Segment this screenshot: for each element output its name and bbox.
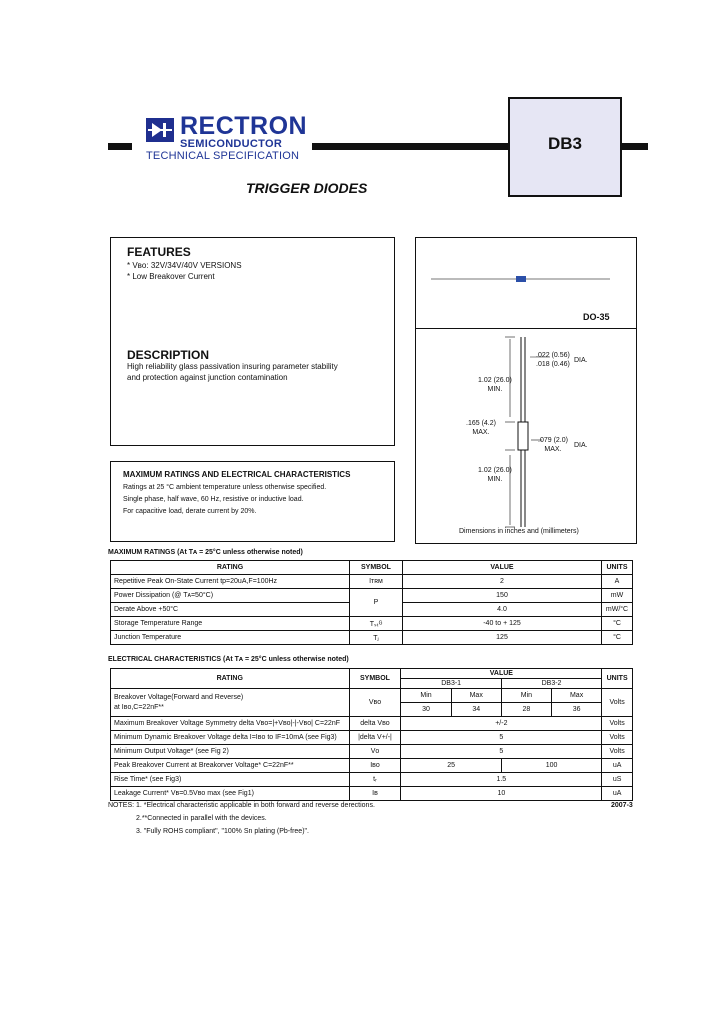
body-len-label (466, 419, 496, 437)
rating-cell: Peak Breakover Current at Breakorver Voltage* C=22nF** (111, 759, 350, 773)
value-cell: 150 (403, 589, 602, 603)
unit-cell: uS (602, 773, 633, 787)
value-cell: -40 to + 125 (403, 617, 602, 631)
col-symbol: SYMBOL (349, 669, 401, 689)
min-label: MIN. (487, 476, 503, 483)
table-row (111, 631, 633, 645)
body-dia-value: .079 (2.0) (538, 437, 568, 444)
ratings-heading: MAXIMUM RATINGS AND ELECTRICAL CHARACTERISTICS (123, 470, 351, 479)
lead-len-value: 1.02 (26.0) (478, 467, 512, 474)
value-cell: 100 (501, 759, 601, 773)
value-cell: 2 (403, 575, 602, 589)
min-label: MIN. (487, 386, 503, 393)
lead-dia-value: .022 (0.56) (536, 352, 570, 359)
table-row (111, 731, 633, 745)
max-label: MAX. (472, 429, 490, 436)
rating-cell: Storage Temperature Range (111, 617, 350, 631)
symbol-cell: Vʙᴏ (349, 689, 401, 717)
header-bar-right (622, 143, 648, 150)
value-cell: 5 (401, 745, 602, 759)
ratings-note: Ratings at 25 °C ambient temperature unless otherwise specified. (123, 484, 327, 491)
rating-cell: Rise Time* (see Fig3) (111, 773, 350, 787)
ratings-note: Single phase, half wave, 60 Hz, resistive or inductive load. (123, 496, 304, 503)
rating-cell: Minimum Dynamic Breakover Voltage delta I=Iʙᴏ to IF=10mA (see Fig3) (111, 731, 350, 745)
brand-name: RECTRON (180, 112, 308, 140)
col-units: UNITS (602, 561, 633, 575)
table-row (111, 617, 633, 631)
rating-cell (111, 689, 350, 717)
unit-cell: uA (602, 787, 633, 801)
table-row (111, 589, 633, 603)
unit-cell: Volts (602, 689, 633, 717)
max-ratings-table (110, 560, 633, 645)
value-cell: +/-2 (401, 717, 602, 731)
feature-item: * Low Breakover Current (127, 272, 215, 281)
description-heading: DESCRIPTION (127, 348, 210, 362)
dia-label: DIA. (574, 442, 588, 449)
part-number: DB3 (547, 134, 582, 153)
symbol-cell: Iᴛʀᴍ (350, 575, 403, 589)
unit-cell: uA (602, 759, 633, 773)
subhead-cell: Max (551, 689, 601, 703)
symbol-cell: P (350, 589, 403, 617)
subhead-cell: Max (451, 689, 501, 703)
rating-cell: Repetitive Peak On-State Current tp=20uA,F=100Hz (111, 575, 350, 589)
body-dia-label (538, 436, 568, 454)
ratings-note: For capacitive load, derate current by 20%. (123, 508, 257, 515)
value-cell: 28 (501, 703, 551, 717)
feature-item: * Vʙᴏ: 32V/34V/40V VERSIONS (127, 261, 242, 270)
features-heading: FEATURES (127, 245, 191, 259)
value-cell: 30 (401, 703, 451, 717)
unit-cell: Volts (602, 745, 633, 759)
symbol-cell: |delta V+/-| (349, 731, 401, 745)
elec-table (110, 668, 633, 801)
unit-cell: Volts (602, 717, 633, 731)
symbol-cell: Vᴏ (349, 745, 401, 759)
rectron-logo-icon (146, 118, 174, 142)
col-rating: RATING (111, 561, 350, 575)
description-text: High reliability glass passivation insuring parameter stability (127, 362, 338, 371)
group-db3-1: DB3-1 (401, 679, 501, 689)
rating-cell: Leakage Current* Vʙ=0.5Vʙᴏ max (see Fig1) (111, 787, 350, 801)
dia-label: DIA. (574, 357, 588, 364)
value-cell: 36 (551, 703, 601, 717)
col-value: VALUE (401, 669, 602, 679)
package-name: DO-35 (583, 312, 610, 322)
lead-dia-value2: .018 (0.46) (536, 361, 570, 368)
lead-len-value: 1.02 (26.0) (478, 377, 512, 384)
description-text: and protection against junction contamination (127, 373, 288, 382)
table-row (111, 717, 633, 731)
symbol-cell: Iʙ (349, 787, 401, 801)
unit-cell: °C (602, 617, 633, 631)
table-row (111, 759, 633, 773)
unit-cell: Volts (602, 731, 633, 745)
lead-dia-label (536, 351, 570, 369)
header-bar-left (108, 143, 132, 150)
max-label: MAX. (544, 446, 562, 453)
note-line: 2.**Connected in parallel with the devices. (136, 815, 267, 822)
note-line: NOTES: 1. *Electrical characteristic applicable in both forward and reverse derections. (108, 802, 375, 809)
value-cell: 10 (401, 787, 602, 801)
table-row (111, 575, 633, 589)
col-rating: RATING (111, 669, 350, 689)
symbol-cell: Tⱼ (350, 631, 403, 645)
lead-len-label-2 (478, 466, 512, 484)
value-cell: 4.0 (403, 603, 602, 617)
rating-line: Breakover Voltage(Forward and Reverse) (114, 693, 244, 701)
page-title: TRIGGER DIODES (246, 180, 368, 196)
package-footer: Dimensions in inches and (millimeters) (459, 528, 579, 535)
col-units: UNITS (602, 669, 633, 689)
table-row (111, 745, 633, 759)
table-row (111, 773, 633, 787)
rating-cell: Minimum Output Voltage* (see Fig 2) (111, 745, 350, 759)
rating-cell: Junction Temperature (111, 631, 350, 645)
unit-cell: mW (602, 589, 633, 603)
unit-cell: °C (602, 631, 633, 645)
note-line: 3. "Fully ROHS compliant", "100% Sn plating (Pb-free)". (136, 828, 309, 835)
diode-drawing (415, 237, 635, 542)
value-cell: 34 (451, 703, 501, 717)
spec-label: TECHNICAL SPECIFICATION (146, 150, 300, 162)
symbol-cell: tᵣ (349, 773, 401, 787)
rating-cell: Derate Above +50°C (111, 603, 350, 617)
doc-date: 2007-3 (611, 802, 633, 809)
value-cell: 1.5 (401, 773, 602, 787)
symbol-cell: Iʙᴏ (349, 759, 401, 773)
max-ratings-caption: MAXIMUM RATINGS (At Tᴀ = 25°C unless otherwise noted) (108, 549, 303, 556)
symbol-cell: Tₛₜᴳ (350, 617, 403, 631)
symbol-cell: delta Vʙᴏ (349, 717, 401, 731)
col-value: VALUE (403, 561, 602, 575)
elec-caption: ELECTRICAL CHARACTERISTICS (At Tᴀ = 25°C unless otherwise noted) (108, 656, 349, 663)
unit-cell: mW/°C (602, 603, 633, 617)
unit-cell: A (602, 575, 633, 589)
col-symbol: SYMBOL (350, 561, 403, 575)
rating-cell: Power Dissipation (@ Tᴀ=50°C) (111, 589, 350, 603)
brand-subtitle: SEMICONDUCTOR (180, 138, 283, 150)
subhead-cell: Min (501, 689, 551, 703)
header-bar-middle (312, 143, 508, 150)
table-row (111, 689, 633, 703)
value-cell: 125 (403, 631, 602, 645)
body-len-value: .165 (4.2) (466, 420, 496, 427)
value-cell: 25 (401, 759, 501, 773)
rating-line: at Iʙᴏ,C=22nF** (114, 703, 164, 711)
subhead-cell: Min (401, 689, 451, 703)
lead-len-label (478, 376, 512, 394)
group-db3-2: DB3-2 (501, 679, 601, 689)
rating-cell: Maximum Breakover Voltage Symmetry delta Vʙᴏ=|+Vʙᴏ|-|-Vʙᴏ| C=22nF (111, 717, 350, 731)
table-row (111, 787, 633, 801)
value-cell: 5 (401, 731, 602, 745)
